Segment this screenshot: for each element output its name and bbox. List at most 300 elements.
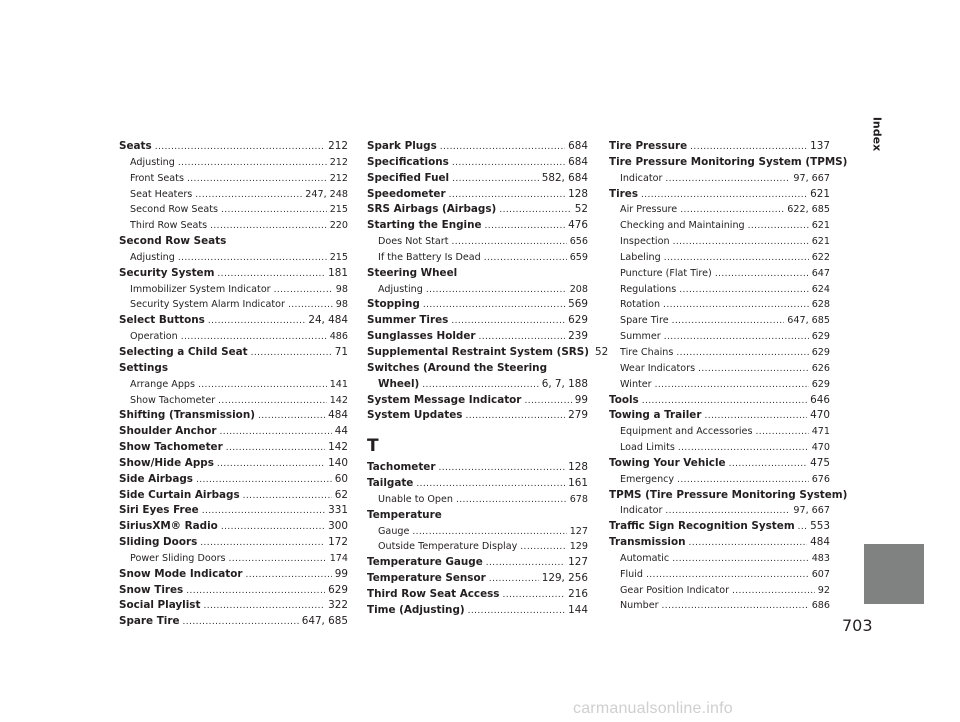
index-subentry — [119, 202, 348, 218]
index-term: Adjusting — [130, 251, 175, 263]
page-reference: 98 — [335, 283, 348, 295]
index-entry — [119, 139, 348, 155]
index-entry — [119, 598, 348, 614]
dot-leader — [677, 473, 809, 489]
index-subentry — [119, 171, 348, 187]
index-term: Temperature Sensor — [367, 572, 486, 585]
index-term: SRS Airbags (Airbags) — [367, 203, 497, 216]
index-entry — [367, 171, 588, 187]
index-term: Adjusting — [130, 156, 175, 168]
dot-leader — [672, 314, 785, 330]
dot-leader — [416, 477, 565, 493]
index-entry — [119, 614, 348, 630]
index-term: Second Row Seats — [130, 204, 218, 216]
index-term: Indicator — [620, 505, 663, 517]
dot-leader — [221, 203, 327, 219]
page-reference: 629 — [811, 346, 830, 358]
index-term: Winter — [620, 378, 652, 390]
dot-leader — [202, 504, 325, 520]
index-entry — [367, 476, 588, 492]
index-term: Regulations — [620, 283, 677, 295]
index-term: Supplemental Restraint System (SRS) — [367, 345, 590, 358]
index-subentry — [609, 503, 830, 519]
page-reference: 212 — [328, 140, 348, 152]
index-entry — [367, 266, 588, 282]
page-reference: 98 — [335, 299, 348, 311]
dot-leader — [676, 346, 808, 362]
index-subentry — [119, 187, 348, 203]
index-term: Sunglasses Holder — [367, 330, 476, 343]
index-subentry — [119, 297, 348, 313]
page-reference: 129 — [569, 541, 588, 553]
index-term: Snow Tires — [119, 583, 184, 596]
dot-leader — [258, 409, 325, 425]
index-term: Speedometer — [367, 187, 446, 200]
page-reference: 99 — [574, 393, 588, 406]
page-reference: 174 — [329, 552, 348, 564]
index-entry — [367, 508, 588, 524]
index-term: Spare Tire — [620, 315, 669, 327]
dot-leader — [678, 441, 809, 457]
page-reference: 656 — [569, 236, 588, 248]
index-term: Show Tachometer — [119, 441, 223, 454]
index-term: Temperature — [367, 508, 442, 521]
index-term: Specified Fuel — [367, 171, 450, 184]
index-column-3 — [609, 139, 848, 614]
page-reference: 279 — [568, 409, 588, 422]
index-entry — [609, 456, 830, 472]
index-subentry — [609, 583, 830, 599]
dot-leader — [698, 362, 809, 378]
page-reference: 6, 7, 188 — [541, 377, 588, 390]
index-term: Gear Position Indicator — [620, 584, 730, 596]
index-subentry — [609, 297, 830, 313]
dot-leader — [748, 219, 809, 235]
dot-leader — [186, 584, 325, 600]
index-term: Shoulder Anchor — [119, 425, 217, 438]
page-reference: 629 — [811, 331, 830, 343]
index-term: Outside Temperature Display — [378, 541, 518, 553]
index-subentry — [609, 361, 830, 377]
page-reference: 137 — [810, 140, 830, 152]
index-entry — [609, 488, 848, 504]
page-reference: 92 — [817, 584, 830, 596]
index-subentry — [609, 202, 830, 218]
dot-leader — [229, 552, 327, 568]
dot-leader — [217, 457, 325, 473]
index-term: Sliding Doors — [119, 536, 198, 549]
page-reference: 629 — [328, 583, 348, 596]
index-subentry — [367, 524, 588, 540]
index-term: Settings — [119, 361, 169, 374]
page-reference: 127 — [569, 525, 588, 537]
index-subentry — [609, 171, 830, 187]
page-reference: 52 — [574, 203, 588, 216]
dot-leader — [672, 552, 808, 568]
page-reference: 622, 685 — [787, 204, 830, 216]
page-reference: 486 — [329, 331, 348, 343]
index-subentry — [119, 218, 348, 234]
index-term: Seats — [119, 140, 152, 152]
page-reference: 569 — [568, 298, 588, 311]
index-entry — [609, 408, 830, 424]
index-subentry — [609, 424, 830, 440]
index-term: Checking and Maintaining — [620, 220, 745, 232]
index-term: Tire Pressure Monitoring System (TPMS) — [609, 155, 848, 168]
page-reference: 215 — [329, 251, 348, 263]
dot-leader — [641, 188, 807, 204]
dot-leader — [485, 219, 566, 235]
index-term: Siri Eyes Free — [119, 504, 199, 517]
index-entry — [609, 393, 830, 409]
dot-leader — [452, 235, 567, 251]
page-reference: 622 — [811, 251, 830, 263]
index-term: Side Airbags — [119, 472, 193, 485]
page-reference: 128 — [568, 461, 588, 474]
index-entry — [119, 535, 348, 551]
page-reference: 621 — [811, 236, 830, 248]
page-reference: 62 — [334, 488, 348, 501]
dot-leader — [642, 394, 807, 410]
dot-leader — [489, 572, 539, 588]
index-entry — [119, 313, 348, 329]
page-reference: 129, 256 — [541, 572, 588, 585]
index-entry — [367, 187, 588, 203]
page-reference: 647 — [811, 267, 830, 279]
index-term: If the Battery Is Dead — [378, 251, 481, 263]
index-entry — [367, 329, 588, 345]
page-reference: 476 — [568, 219, 588, 232]
page-reference: 144 — [568, 603, 588, 616]
page-reference: 475 — [810, 456, 830, 469]
page-reference: 127 — [568, 556, 588, 569]
index-subentry — [119, 282, 348, 298]
dot-leader — [755, 425, 808, 441]
page-reference: 484 — [810, 536, 830, 549]
index-term: System Message Indicator — [367, 393, 522, 406]
index-subentry — [609, 313, 830, 329]
page-reference: 239 — [568, 330, 588, 343]
index-subentry — [119, 250, 348, 266]
dot-leader — [468, 604, 566, 620]
index-term: Summer Tires — [367, 314, 449, 327]
index-entry — [367, 155, 588, 171]
index-term: Third Row Seats — [130, 220, 208, 232]
index-term: Time (Adjusting) — [367, 603, 465, 616]
index-term: Tire Chains — [620, 346, 674, 358]
dot-leader — [217, 267, 325, 283]
index-term: Steering Wheel — [367, 266, 458, 279]
index-term: Wheel) — [378, 377, 420, 390]
index-subentry — [119, 155, 348, 171]
index-term: Switches (Around the Steering — [367, 361, 548, 374]
page-reference: 322 — [328, 599, 348, 612]
page-reference: 684 — [568, 140, 588, 152]
dot-leader — [679, 283, 808, 299]
dot-leader — [486, 556, 565, 572]
index-term: Fluid — [620, 568, 644, 580]
index-subentry — [609, 551, 830, 567]
index-term: Tire Pressure — [609, 140, 688, 152]
index-term: Social Playlist — [119, 599, 201, 612]
dot-leader — [426, 283, 567, 299]
index-entry — [367, 218, 588, 234]
index-subentry — [119, 393, 348, 409]
dot-leader — [503, 588, 566, 604]
index-entry — [119, 583, 348, 599]
index-entry — [609, 139, 830, 155]
index-term: Rotation — [620, 299, 661, 311]
index-term: Adjusting — [378, 283, 423, 295]
index-term: Inspection — [620, 236, 670, 248]
page-reference: 629 — [568, 314, 588, 327]
dot-leader — [664, 251, 809, 267]
page-reference: 626 — [811, 362, 830, 374]
dot-leader — [798, 520, 808, 536]
page-reference: 172 — [328, 536, 348, 549]
index-entry — [367, 555, 588, 571]
dot-leader — [673, 235, 809, 251]
index-entry — [119, 503, 348, 519]
index-entry — [367, 297, 588, 313]
page-reference: 607 — [811, 568, 830, 580]
index-term: Snow Mode Indicator — [119, 567, 243, 580]
index-term: Labeling — [620, 251, 661, 263]
dot-leader — [226, 441, 325, 457]
dot-leader — [680, 203, 784, 219]
index-term: Emergency — [620, 473, 675, 485]
index-term: Arrange Apps — [130, 378, 196, 390]
index-subentry — [367, 234, 588, 250]
page-reference: 470 — [811, 442, 830, 454]
index-term: Indicator — [620, 172, 663, 184]
index-term: Towing a Trailer — [609, 409, 702, 422]
page-reference: 220 — [329, 220, 348, 232]
index-term: Puncture (Flat Tire) — [620, 267, 712, 279]
index-subentry — [609, 377, 830, 393]
index-term: Selecting a Child Seat — [119, 345, 248, 358]
index-entry — [367, 393, 588, 409]
index-entry — [367, 361, 588, 377]
index-term: Summer — [620, 331, 661, 343]
index-term: Immobilizer System Indicator — [130, 283, 271, 295]
page-reference: 553 — [810, 520, 830, 533]
index-term: Spark Plugs — [367, 140, 437, 152]
index-column-2 — [367, 139, 609, 619]
dot-leader — [704, 409, 807, 425]
index-entry — [119, 424, 348, 440]
index-entry — [367, 460, 588, 476]
index-term: TPMS (Tire Pressure Monitoring System) — [609, 488, 848, 501]
index-term: Tools — [609, 393, 639, 406]
dot-leader — [499, 203, 571, 219]
page-reference: 247, 248 — [305, 188, 348, 200]
dot-leader — [187, 172, 327, 188]
page-number: 703 — [842, 616, 873, 635]
index-term: Towing Your Vehicle — [609, 456, 726, 469]
index-term: Starting the Engine — [367, 219, 482, 232]
page-reference: 624 — [811, 283, 830, 295]
dot-leader — [218, 394, 327, 410]
page-reference: 212 — [329, 156, 348, 168]
index-term: Number — [620, 600, 659, 612]
page-reference: 52 — [595, 345, 609, 358]
index-subentry — [609, 567, 830, 583]
page-reference: 470 — [810, 409, 830, 422]
index-entry — [367, 313, 588, 329]
page-reference: 215 — [329, 204, 348, 216]
index-subentry — [367, 492, 588, 508]
index-term: Wear Indicators — [620, 362, 696, 374]
index-term: Tachometer — [367, 461, 436, 474]
dot-leader — [219, 425, 331, 441]
dot-leader — [452, 156, 565, 172]
index-entry — [367, 408, 588, 424]
index-term: Seat Heaters — [130, 188, 193, 200]
page-reference: 142 — [329, 394, 348, 406]
index-term: Tailgate — [367, 477, 414, 490]
page-reference: 142 — [328, 441, 348, 454]
index-term: Show Tachometer — [130, 394, 216, 406]
index-term: Spare Tire — [119, 615, 180, 628]
page-reference: 331 — [328, 504, 348, 517]
page-reference: 647, 685 — [301, 615, 348, 628]
index-subentry — [609, 218, 830, 234]
dot-leader — [423, 298, 565, 314]
page-reference: 678 — [569, 493, 588, 505]
index-term: Stopping — [367, 298, 420, 311]
page-reference: 99 — [334, 567, 348, 580]
dot-leader — [451, 314, 565, 330]
index-entry — [367, 345, 609, 361]
dot-leader — [210, 219, 327, 235]
index-term: Transmission — [609, 536, 686, 549]
dot-leader — [449, 188, 566, 204]
index-term: Automatic — [620, 552, 670, 564]
index-term: System Updates — [367, 409, 463, 422]
dot-leader — [715, 267, 809, 283]
index-term: Side Curtain Airbags — [119, 488, 240, 501]
dot-leader — [664, 330, 809, 346]
dot-leader — [465, 409, 565, 425]
index-term: Specifications — [367, 155, 449, 168]
dot-leader — [288, 298, 333, 314]
dot-leader — [178, 156, 327, 172]
page-reference: 621 — [810, 187, 830, 200]
index-entry — [119, 567, 348, 583]
index-term: Air Pressure — [620, 204, 678, 216]
page-reference: 300 — [328, 520, 348, 533]
page-reference: 471 — [811, 426, 830, 438]
page-reference: 140 — [328, 456, 348, 469]
dot-leader — [484, 251, 567, 267]
dot-leader — [732, 584, 815, 600]
index-term: Shifting (Transmission) — [119, 409, 255, 422]
dot-leader — [183, 615, 299, 631]
index-entry — [119, 361, 348, 377]
index-subentry — [609, 598, 830, 614]
index-term: Unable to Open — [378, 493, 453, 505]
dot-leader — [200, 536, 325, 552]
index-entry — [609, 155, 848, 171]
index-subentry — [367, 282, 588, 298]
page-reference: 24, 484 — [308, 314, 348, 327]
index-subentry — [609, 266, 830, 282]
page-reference: 216 — [568, 587, 588, 600]
page-reference: 646 — [810, 393, 830, 406]
index-entry — [367, 377, 588, 393]
index-term: Power Sliding Doors — [130, 552, 226, 564]
index-entry — [119, 488, 348, 504]
index-entry — [119, 472, 348, 488]
page-reference: 60 — [334, 472, 348, 485]
index-entry — [119, 456, 348, 472]
dot-leader — [452, 172, 539, 188]
page-reference: 141 — [329, 378, 348, 390]
index-subentry — [119, 551, 348, 567]
dot-leader — [729, 457, 808, 473]
page-reference: 97, 667 — [793, 505, 830, 517]
index-subentry — [609, 472, 830, 488]
dot-leader — [440, 140, 565, 156]
page-reference: 484 — [328, 409, 348, 422]
index-subentry — [609, 282, 830, 298]
dot-leader — [665, 504, 790, 520]
page-reference: 684 — [568, 155, 588, 168]
dot-leader — [198, 378, 327, 394]
page-reference: 44 — [334, 425, 348, 438]
index-tab-label: Index — [870, 116, 884, 152]
dot-leader — [178, 251, 327, 267]
dot-leader — [422, 378, 538, 394]
index-term: Does Not Start — [378, 236, 449, 248]
dot-leader — [689, 536, 808, 552]
index-subentry — [119, 377, 348, 393]
index-entry — [119, 266, 348, 282]
page-reference: 97, 667 — [793, 172, 830, 184]
index-subentry — [609, 250, 830, 266]
index-entry — [367, 571, 588, 587]
index-term: Gauge — [378, 525, 410, 537]
dot-leader — [196, 473, 332, 489]
dot-leader — [203, 599, 325, 615]
index-entry — [609, 519, 830, 535]
index-subentry — [367, 539, 588, 555]
index-subentry — [609, 440, 830, 456]
page-reference: 629 — [811, 378, 830, 390]
dot-leader — [208, 314, 305, 330]
page-reference: 212 — [329, 172, 348, 184]
dot-leader — [665, 172, 790, 188]
dot-leader — [245, 568, 331, 584]
page-reference: 71 — [334, 345, 348, 358]
index-entry — [119, 234, 348, 250]
dot-leader — [221, 520, 325, 536]
page-reference: 647, 685 — [787, 315, 830, 327]
index-term: Operation — [130, 331, 178, 343]
page-reference: 621 — [811, 220, 830, 232]
dot-leader — [456, 493, 567, 509]
index-term: Load Limits — [620, 442, 675, 454]
dot-leader — [412, 525, 566, 541]
index-subentry — [609, 329, 830, 345]
index-entry — [119, 440, 348, 456]
section-letter-heading: T — [367, 436, 379, 457]
dot-leader — [524, 394, 571, 410]
page-reference: 628 — [811, 299, 830, 311]
index-column-1 — [119, 139, 348, 630]
page-reference: 181 — [328, 266, 348, 279]
